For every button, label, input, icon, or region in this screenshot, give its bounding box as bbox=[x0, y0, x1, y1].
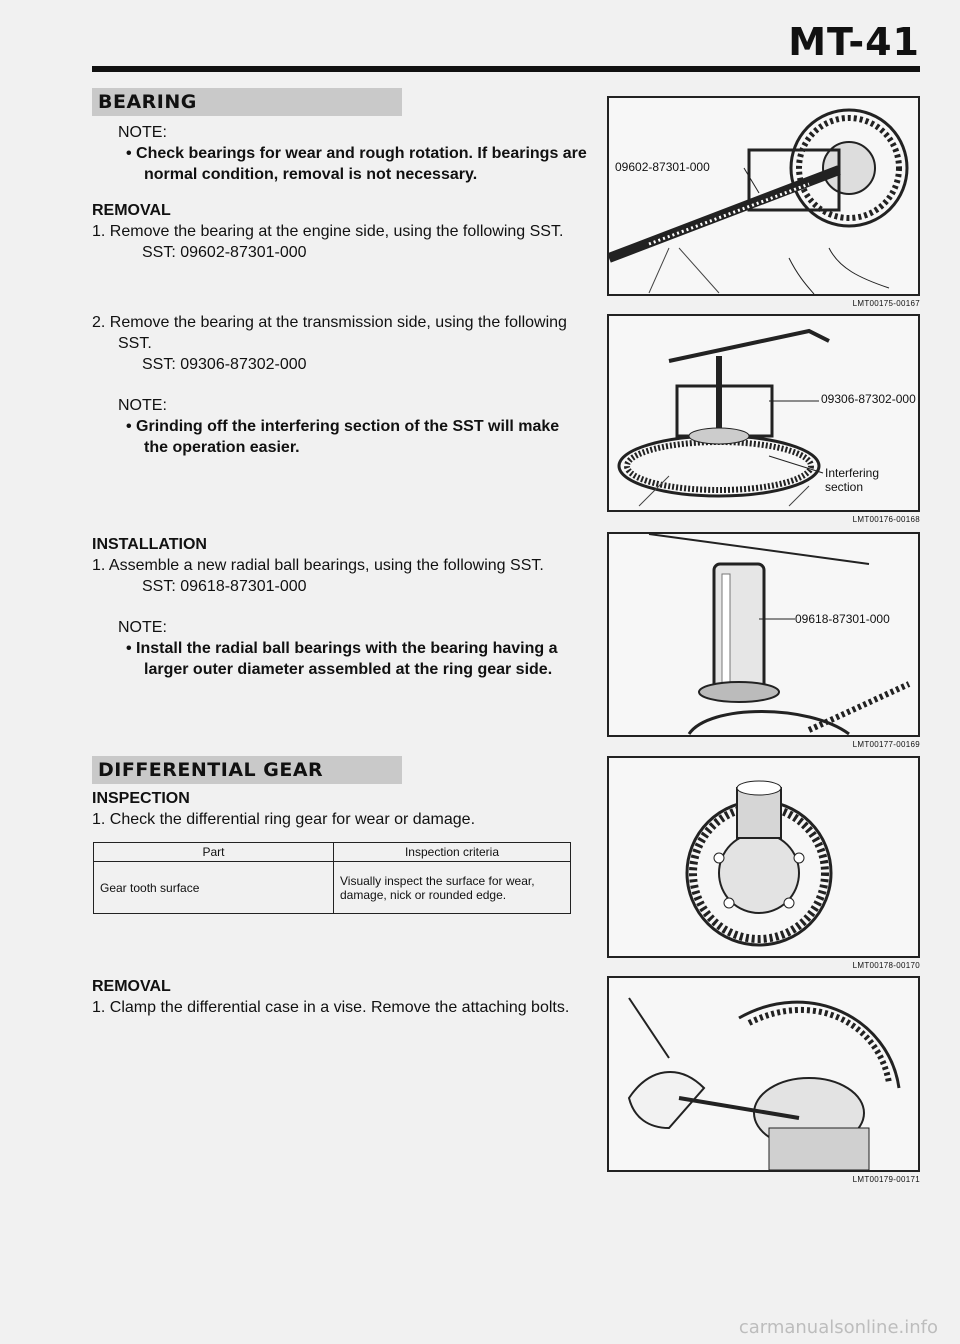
figure-bearing-trans-side bbox=[607, 314, 920, 512]
callout-sst-2: 09306-87302-000 bbox=[821, 392, 916, 406]
subheading-removal: REMOVAL bbox=[92, 202, 171, 219]
note-text: Check bearings for wear and rough rotation. If bearings are normal condition, removal is not necessary. bbox=[136, 145, 587, 183]
subheading-inspection: INSPECTION bbox=[92, 790, 190, 807]
inst-step-1-sst: SST: 09618-87301-000 bbox=[142, 578, 307, 595]
figure-bearing-puller bbox=[607, 96, 920, 296]
figure-id-4: LMT00178-00170 bbox=[852, 961, 920, 970]
callout-interfering: Interfering section bbox=[825, 466, 915, 494]
table-header-criteria: Inspection criteria bbox=[334, 843, 571, 862]
step-1-sst: SST: 09602-87301-000 bbox=[142, 244, 307, 261]
table-row bbox=[94, 862, 571, 914]
figure-diff-removal bbox=[607, 976, 920, 1172]
callout-sst-3: 09618-87301-000 bbox=[795, 612, 890, 626]
diff-removal-block bbox=[92, 976, 587, 1018]
figure-id-3: LMT00177-00169 bbox=[852, 740, 920, 749]
note-bullet: • Check bearings for wear and rough rotation. If bearings are normal condition, removal is not necessary. bbox=[126, 145, 587, 183]
table-header-row bbox=[94, 843, 571, 862]
figure-id-5: LMT00179-00171 bbox=[852, 1175, 920, 1184]
step-1: 1. Remove the bearing at the engine side, using the following SST. bbox=[92, 223, 564, 240]
figure-id-1: LMT00175-00167 bbox=[852, 299, 920, 308]
bearing-removal-block bbox=[92, 200, 587, 263]
note3-label: NOTE: bbox=[118, 619, 167, 636]
section-heading-differential: DIFFERENTIAL GEAR bbox=[92, 756, 402, 784]
note2-text: Grinding off the interfering section of the SST will make the operation easier. bbox=[136, 418, 560, 456]
rem-step-1: 1. Clamp the differential case in a vise. Remove the attaching bolts. bbox=[92, 999, 570, 1016]
inspection-block bbox=[92, 788, 587, 830]
bearing-note-block bbox=[92, 122, 587, 185]
bearing-install-illustration bbox=[609, 534, 918, 735]
watermark-url: carmanualsonline.info bbox=[738, 1317, 938, 1338]
header-rule bbox=[92, 66, 920, 72]
differential-gear-illustration bbox=[609, 758, 918, 956]
table-cell-criteria: Visually inspect the surface for wear, damage, nick or rounded edge. bbox=[334, 862, 571, 914]
insp-step-1: 1. Check the differential ring gear for wear or damage. bbox=[92, 811, 476, 828]
step-2: 2. Remove the bearing at the transmission side, using the following SST. bbox=[92, 314, 567, 352]
diff-removal-illustration bbox=[609, 978, 918, 1170]
subheading-diff-removal: REMOVAL bbox=[92, 978, 171, 995]
note2-bullet: • Grinding off the interfering section of the SST will make the operation easier. bbox=[126, 418, 560, 456]
step-2-sst: SST: 09306-87302-000 bbox=[142, 356, 307, 373]
figure-differential-gear bbox=[607, 756, 920, 958]
subheading-installation: INSTALLATION bbox=[92, 536, 207, 553]
bearing-step2-block bbox=[92, 312, 587, 458]
callout-sst-1: 09602-87301-000 bbox=[615, 160, 710, 174]
note-label: NOTE: bbox=[118, 124, 167, 141]
section-heading-bearing: BEARING bbox=[92, 88, 402, 116]
inst-step-1: 1. Assemble a new radial ball bearings, using the following SST. bbox=[92, 557, 544, 574]
note3-text: Install the radial ball bearings with the bearing having a larger outer diameter assembled at the ring gear side. bbox=[136, 640, 558, 678]
table-cell-part: Gear tooth surface bbox=[94, 862, 334, 914]
figure-id-2: LMT00176-00168 bbox=[852, 515, 920, 524]
page-number: MT-41 bbox=[788, 20, 920, 64]
bearing-puller-illustration bbox=[609, 98, 918, 294]
installation-block bbox=[92, 534, 587, 680]
figure-bearing-install bbox=[607, 532, 920, 737]
table-header-part: Part bbox=[94, 843, 334, 862]
note3-bullet: • Install the radial ball bearings with the bearing having a larger outer diameter assembled at the ring gear side. bbox=[126, 640, 558, 678]
inspection-table bbox=[93, 842, 571, 914]
note2-label: NOTE: bbox=[118, 397, 167, 414]
